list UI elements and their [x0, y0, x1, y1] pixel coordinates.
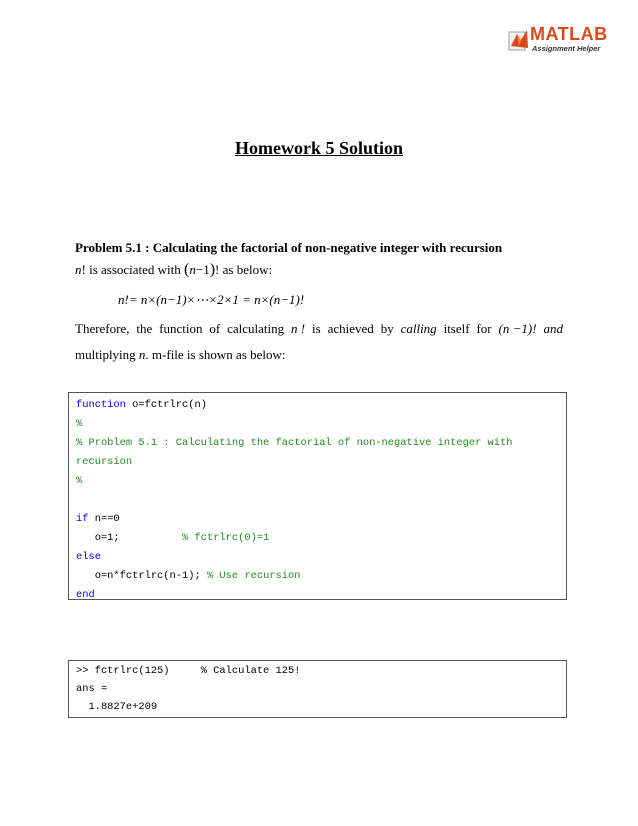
var-n: n: [189, 262, 196, 277]
m-file-text-b: . m-file is shown as below:: [145, 347, 286, 362]
therefore-words: [75, 321, 563, 337]
code-comment: % Use recursion: [206, 570, 301, 582]
var-n: n: [138, 347, 146, 362]
code-comment: %: [76, 475, 83, 487]
code-text: n==0: [88, 513, 120, 525]
code-blank-line: [76, 491, 566, 510]
therefore-word: is: [312, 321, 321, 336]
therefore-word: and: [543, 321, 563, 336]
code-comment: recursion: [76, 456, 133, 468]
logo-brand: MATLAB: [530, 24, 608, 44]
matlab-logo: [508, 24, 620, 58]
code-comment: %: [76, 418, 83, 430]
matlab-membrane-icon: [508, 26, 530, 52]
keyword: else: [76, 551, 101, 563]
code-line: [76, 529, 566, 548]
logo-tagline: Assignment Helper: [532, 44, 601, 53]
output-label: ans =: [76, 683, 108, 695]
keyword: end: [76, 589, 95, 601]
intro-minus-one: −1: [195, 262, 210, 277]
therefore-word: (n −1)!: [498, 321, 537, 336]
therefore-word: of: [209, 321, 221, 336]
therefore-word: calculating: [227, 321, 285, 336]
code-text: o=fctrlrc(n): [125, 399, 207, 411]
m-file-line: [75, 347, 286, 363]
var-n: n: [75, 262, 82, 277]
intro-text-b: ! as below:: [215, 262, 273, 277]
code-line: [76, 396, 566, 415]
therefore-word: itself: [443, 321, 470, 336]
function-code-block: [68, 392, 567, 600]
therefore-word: Therefore,: [75, 321, 130, 336]
therefore-word: the: [136, 321, 153, 336]
keyword: function: [76, 399, 126, 411]
intro-text-a: ! is associated with: [81, 262, 185, 277]
factorial-formula: n!= n×(n−1)×⋯×2×1 = n×(n−1)!: [118, 292, 305, 307]
code-text: o=n*fctrlrc(n-1);: [76, 570, 207, 582]
therefore-word: achieved: [327, 321, 374, 336]
therefore-word: for: [476, 321, 492, 336]
intro-line: n! is associated with (n−1)! as below:: [75, 261, 273, 278]
problem-heading: Problem 5.1 : Calculating the factorial of non-negative integer with recursion: [75, 240, 503, 255]
code-comment: % fctrlrc(0)=1: [182, 532, 270, 544]
code-comment: % Problem 5.1 : Calculating the factorial of non-negative integer with: [76, 437, 513, 449]
therefore-word: calling: [400, 321, 437, 336]
code-line: [76, 567, 566, 586]
therefore-line: [75, 321, 563, 337]
code-text: o=1;: [76, 532, 183, 544]
page-title: Homework 5 Solution: [234, 138, 403, 158]
command-line: >> fctrlrc(125) % Calculate 125!: [76, 665, 301, 677]
code-line: [76, 510, 566, 529]
keyword: if: [76, 513, 89, 525]
command-window-block: [68, 660, 567, 718]
therefore-word: function: [159, 321, 203, 336]
therefore-word: by: [380, 321, 394, 336]
therefore-word: n !: [291, 321, 306, 336]
output-value: 1.8827e+209: [76, 701, 158, 713]
m-file-text-a: multiplying: [75, 347, 139, 362]
